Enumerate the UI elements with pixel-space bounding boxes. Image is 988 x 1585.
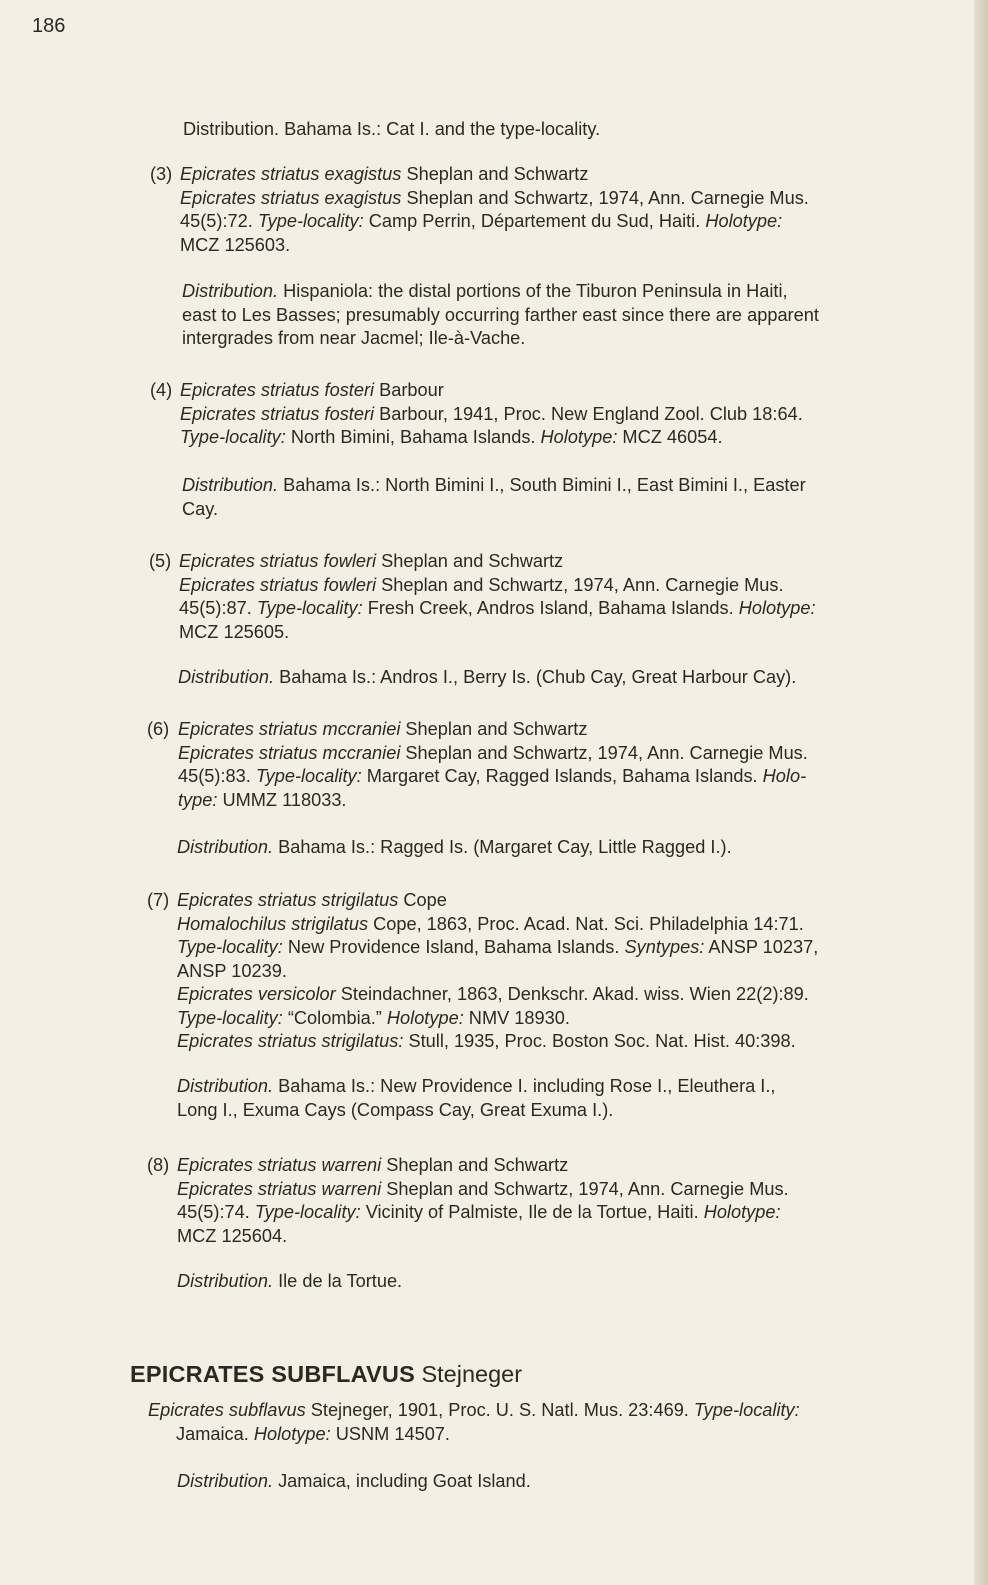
entry-number: (7) bbox=[147, 890, 170, 910]
type-locality-line: 45(5):87. Type-locality: Fresh Creek, Andros Island, Bahama Islands. Holotype: bbox=[179, 598, 816, 618]
entry-fowleri bbox=[149, 550, 816, 644]
citation-line: Homalochilus strigilatus Cope, 1863, Proc. Acad. Nat. Sci. Philadelphia 14:71. bbox=[177, 913, 804, 934]
distribution-fosteri: Distribution. Bahama Is.: North Bimini I., South Bimini I., East Bimini I., Easter Cay. bbox=[182, 475, 806, 519]
entry-number: (4) bbox=[150, 380, 173, 400]
species-heading: EPICRATES SUBFLAVUS Stejneger bbox=[130, 1361, 523, 1387]
distribution-mccraniei: Distribution. Bahama Is.: Ragged Is. (Margaret Cay, Little Ragged I.). bbox=[177, 837, 732, 857]
citation-line: Epicrates striatus strigilatus: Stull, 1935, Proc. Boston Soc. Nat. Hist. 40:398. bbox=[177, 1031, 796, 1051]
citation-line: Epicrates striatus fosteri Barbour, 1941, Proc. New England Zool. Club 18:64. bbox=[180, 403, 803, 424]
distribution-strigilatus: Distribution. Bahama Is.: New Providence I. including Rose I., Eleuthera I., Long I., Exuma Cays (Compass Cay, Great Exuma I.). bbox=[177, 1076, 776, 1120]
entry-strigilatus bbox=[147, 889, 819, 1054]
type-locality-line: 45(5):83. Type-locality: Margaret Cay, Ragged Islands, Bahama Islands. Holo- bbox=[178, 766, 807, 786]
type-locality-line: Type-locality: “Colombia.” Holotype: NMV 18930. bbox=[177, 1007, 570, 1028]
species-distribution: Distribution. Jamaica, including Goat Island. bbox=[177, 1471, 531, 1491]
entry-mccraniei bbox=[147, 718, 808, 812]
entry-heading: Epicrates striatus exagistus Sheplan and Schwartz bbox=[180, 164, 589, 184]
page-number: 186 bbox=[32, 15, 66, 37]
type-locality-line: Type-locality: North Bimini, Bahama Islands. Holotype: MCZ 46054. bbox=[180, 427, 723, 447]
citation-line: Epicrates striatus warreni Sheplan and Schwartz, 1974, Ann. Carnegie Mus. bbox=[177, 1178, 789, 1199]
entry-heading: Epicrates striatus warreni Sheplan and Schwartz bbox=[177, 1155, 569, 1175]
distribution-warreni: Distribution. Ile de la Tortue. bbox=[177, 1271, 403, 1291]
holotype-line: MCZ 125605. bbox=[179, 621, 290, 642]
type-locality-line: 45(5):74. Type-locality: Vicinity of Palmiste, Ile de la Tortue, Haiti. Holotype: bbox=[177, 1202, 781, 1222]
type-locality-line: Type-locality: New Providence Island, Bahama Islands. Syntypes: ANSP 10237, bbox=[177, 937, 819, 957]
entry-number: (3) bbox=[150, 164, 173, 184]
distribution-exagistus: Distribution. Hispaniola: the distal portions of the Tiburon Peninsula in Haiti, east to Les Basses; presumably occurring farther east since there are apparent intergrades from near Jacmel; Ile-à-Vache. bbox=[182, 281, 819, 348]
entry-heading: Epicrates striatus mccraniei Sheplan and Schwartz bbox=[178, 719, 588, 739]
citation-line: Epicrates striatus mccraniei Sheplan and Schwartz, 1974, Ann. Carnegie Mus. bbox=[178, 742, 808, 763]
type-locality-line: 45(5):72. Type-locality: Camp Perrin, Département du Sud, Haiti. Holotype: bbox=[180, 211, 783, 231]
page-edge bbox=[974, 0, 988, 1585]
entry-fosteri bbox=[150, 379, 803, 450]
holotype-line: MCZ 125603. bbox=[180, 234, 291, 255]
citation-line: Epicrates striatus exagistus Sheplan and Schwartz, 1974, Ann. Carnegie Mus. bbox=[180, 187, 809, 208]
entry-exagistus bbox=[150, 163, 809, 257]
entry-number: (5) bbox=[149, 551, 172, 571]
holotype-line: type: UMMZ 118033. bbox=[178, 789, 347, 810]
citation-line: Epicrates striatus fowleri Sheplan and Schwartz, 1974, Ann. Carnegie Mus. bbox=[179, 574, 784, 595]
entry-heading: Epicrates striatus strigilatus Cope bbox=[177, 890, 447, 910]
entry-warreni bbox=[147, 1154, 789, 1248]
holotype-line: MCZ 125604. bbox=[177, 1225, 288, 1246]
citation-line: Epicrates versicolor Steindachner, 1863, Denkschr. Akad. wiss. Wien 22(2):89. bbox=[177, 984, 809, 1004]
species-citation: Epicrates subflavus Stejneger, 1901, Proc. U. S. Natl. Mus. 23:469. Type-locality: Jamaica. Holotype: USNM 14507. bbox=[148, 1400, 800, 1444]
intro-distribution: Distribution. Bahama Is.: Cat I. and the type-locality. bbox=[183, 119, 601, 139]
entry-number: (8) bbox=[147, 1155, 170, 1175]
syntype-line: ANSP 10239. bbox=[177, 960, 287, 981]
distribution-fowleri: Distribution. Bahama Is.: Andros I., Berry Is. (Chub Cay, Great Harbour Cay). bbox=[178, 667, 797, 687]
entry-heading: Epicrates striatus fosteri Barbour bbox=[180, 380, 444, 400]
entry-number: (6) bbox=[147, 719, 170, 739]
entry-heading: Epicrates striatus fowleri Sheplan and Schwartz bbox=[179, 551, 564, 571]
